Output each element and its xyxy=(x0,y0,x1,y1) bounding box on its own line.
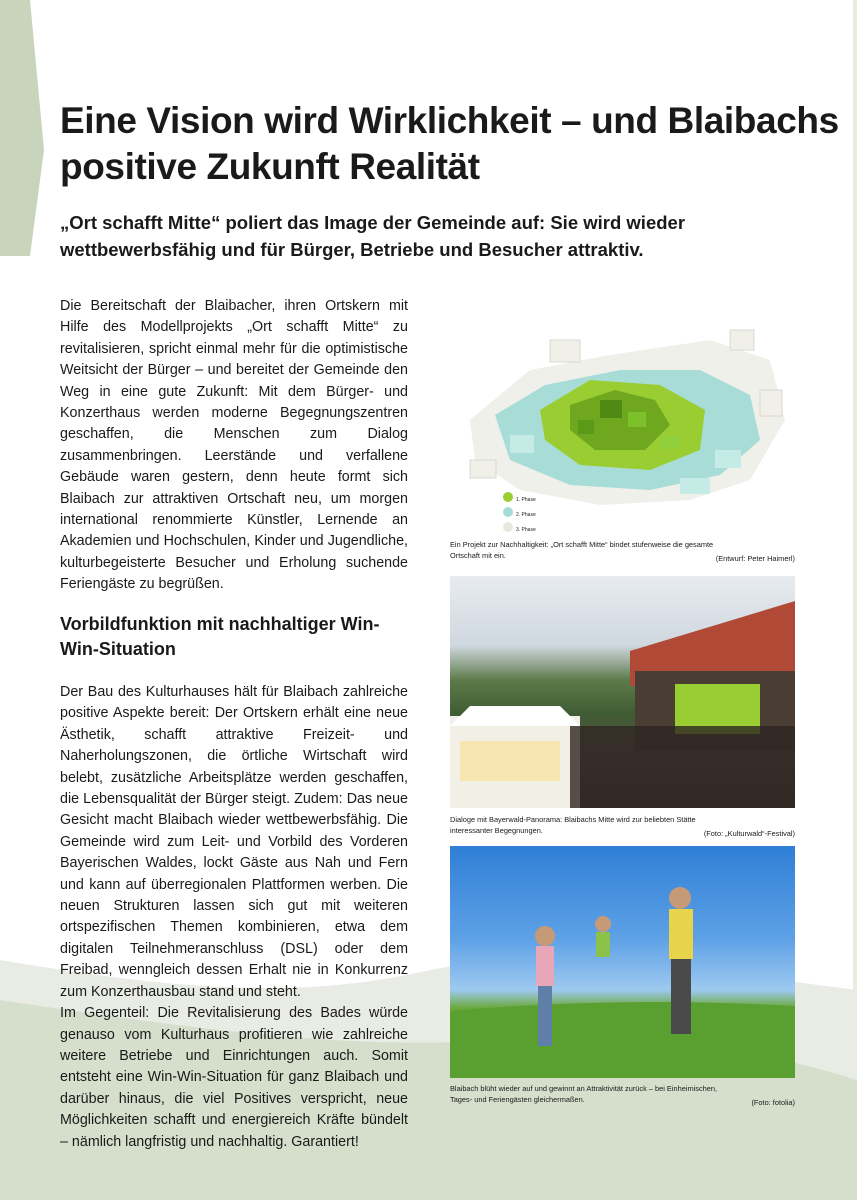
legend-phase-1: 1. Phase xyxy=(516,497,536,503)
caption-figure-1 xyxy=(450,540,795,564)
legend-phase-2: 2. Phase xyxy=(516,512,536,518)
section-paragraph-2: Im Gegenteil: Die Revitalisierung des Bades würde genauso vom Kulturhaus profitieren wie zahlreiche weitere Betriebe und Einrichtungen auch. Somit entsteht eine Win-Win-Situation für ganz Blaibach und darüber hinaus, die viel Positives verspricht, neue Möglichkeiten schafft und energiereich Kräfte bündelt – nämlich langfristig und nachhaltig. Garantiert! xyxy=(60,1005,408,1150)
festival-photo xyxy=(450,576,795,808)
page-subtitle: „Ort schafft Mitte“ poliert das Image der Gemeinde auf: Sie wird wieder wettbewerbsfähig und für Bürger, Betriebe und Besucher attraktiv. xyxy=(60,212,686,260)
section-paragraph-1: Der Bau des Kulturhauses hält für Blaibach zahlreiche positive Aspekte bereit: Der Ortskern erhält eine neue Ästhetik, schafft attraktive Freizeit- und Naherholungszonen, die örtliche Wirtschaft wird belebt, zusätzliche Arbeitsplätze werden geschaffen, die Lebensqualität der Bürger steigt. Zudem: Das neue Gesicht macht Blaibach wieder wettbewerbsfähig. Die Gemeinde wird zum Leit- und Vorbild des Vorderen Bayerischen Waldes, lockt Gäste aus Nah und Fern und kann auf überregionalen Plattformen werben. Die neuen Strukturen lassen sich gut mit weiteren ortspezifischen Themen kombinieren, etwa dem digitalen Teilnehmeranschluss (DSL) oder dem Freibad, wenngleich dessen Erhalt nie in Konkurrenz zum Konzerthausbau stand und steht. xyxy=(60,684,408,1000)
section-body xyxy=(60,682,408,1153)
town-plan-image xyxy=(450,300,795,535)
intro-paragraph: Die Bereitschaft der Blaibacher, ihren Ortskern mit Hilfe des Modellprojekts „Ort schafft Mitte“ zu revitalisieren, spricht einmal mehr für die optimistische Weitsicht der Bürger – und bereitet der Gemeinde den Weg in eine gute Zukunft: Mit dem Bürger- und Konzerthaus werden moderne Begegnungszentren geschaffen, die Menschen zum Dialog zusammenbringen. Leerstände und verfallene Gebäude waren gestern, denn heute formt sich Blaibach zur attraktiven Ortschaft neu, um morgen international renommierte Künstler, Lernende an Akademien und Hochschulen, Kinder und Jugendliche, kulturbegeisterte Besucher und Erholung suchende Feriengäste zu begrüßen. xyxy=(60,298,408,593)
family-meadow-photo xyxy=(450,846,795,1078)
caption-text: Dialoge mit Bayerwald-Panorama: Blaibachs Mitte wird zur beliebten Stätte interessanter Begegnungen. xyxy=(450,815,696,835)
caption-text: Ein Projekt zur Nachhaltigkeit: „Ort schafft Mitte“ bindet stufenweise die gesamte Ortschaft mit ein. xyxy=(450,540,714,560)
caption-credit: (Foto: „Kulturwald“-Festival) xyxy=(703,828,795,838)
caption-figure-2 xyxy=(450,815,795,839)
caption-credit: (Foto: fotolia) xyxy=(751,1097,795,1107)
caption-credit: (Entwurf: Peter Haimerl) xyxy=(715,553,795,563)
caption-figure-3 xyxy=(450,1084,795,1108)
town-plan-legend xyxy=(503,492,513,532)
plan-legend-labels xyxy=(516,493,536,535)
legend-phase-3: 3. Phase xyxy=(516,527,536,533)
decorative-side-tab xyxy=(0,0,44,256)
page-title: Eine Vision wird Wirklichkeit – und Blaibachs positive Zukunft Realität xyxy=(60,100,839,187)
section-heading: Vorbildfunktion mit nachhaltiger Win-Win-Situation xyxy=(60,614,380,659)
caption-text: Blaibach blüht wieder auf und gewinnt an Attraktivität zurück – bei Einheimischen, Tages- und Feriengästen gleichermaßen. xyxy=(450,1084,718,1104)
town-plan-drawing xyxy=(470,330,785,505)
